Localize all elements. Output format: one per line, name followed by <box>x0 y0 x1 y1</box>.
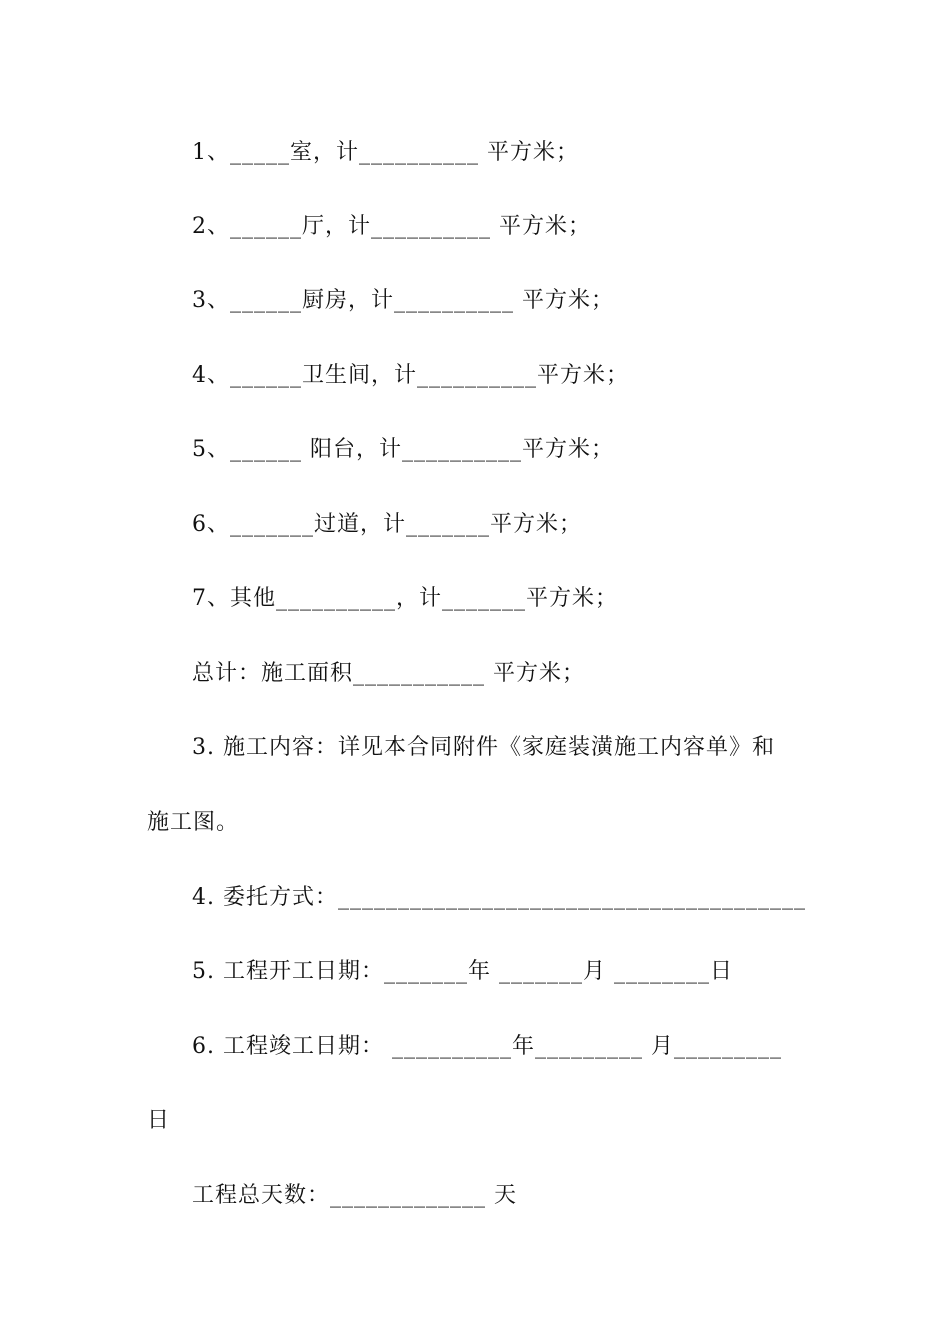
construction-content-continuation: 施工图。 <box>147 810 240 835</box>
construction-content-line: 3. 施工内容：详见本合同附件《家庭装潢施工内容单》和 <box>192 735 775 760</box>
bathroom-line: 4、______卫生间，计__________平方米； <box>192 363 629 388</box>
start-date-line: 5. 工程开工日期：_______年 _______月 ________日 <box>192 959 733 984</box>
completion-date-line: 6. 工程竣工日期： __________年_________ 月_________ <box>192 1034 782 1059</box>
balcony-line: 5、______ 阳台，计__________平方米； <box>192 437 614 462</box>
total-days-line: 工程总天数：_____________ 天 <box>192 1183 517 1208</box>
other-line: 7、其他__________，计_______平方米； <box>192 586 618 611</box>
commission-method-line: 4. 委托方式：_______________________________________ <box>192 885 806 910</box>
hall-line: 2、______厅，计__________ 平方米； <box>192 214 591 239</box>
kitchen-line: 3、______厨房，计__________ 平方米； <box>192 288 614 313</box>
room-line: 1、_____室，计__________ 平方米； <box>192 140 579 165</box>
total-area-line: 总计：施工面积___________ 平方米； <box>192 661 585 686</box>
completion-date-continuation: 日 <box>147 1108 171 1133</box>
corridor-line: 6、_______过道，计_______平方米； <box>192 512 582 537</box>
